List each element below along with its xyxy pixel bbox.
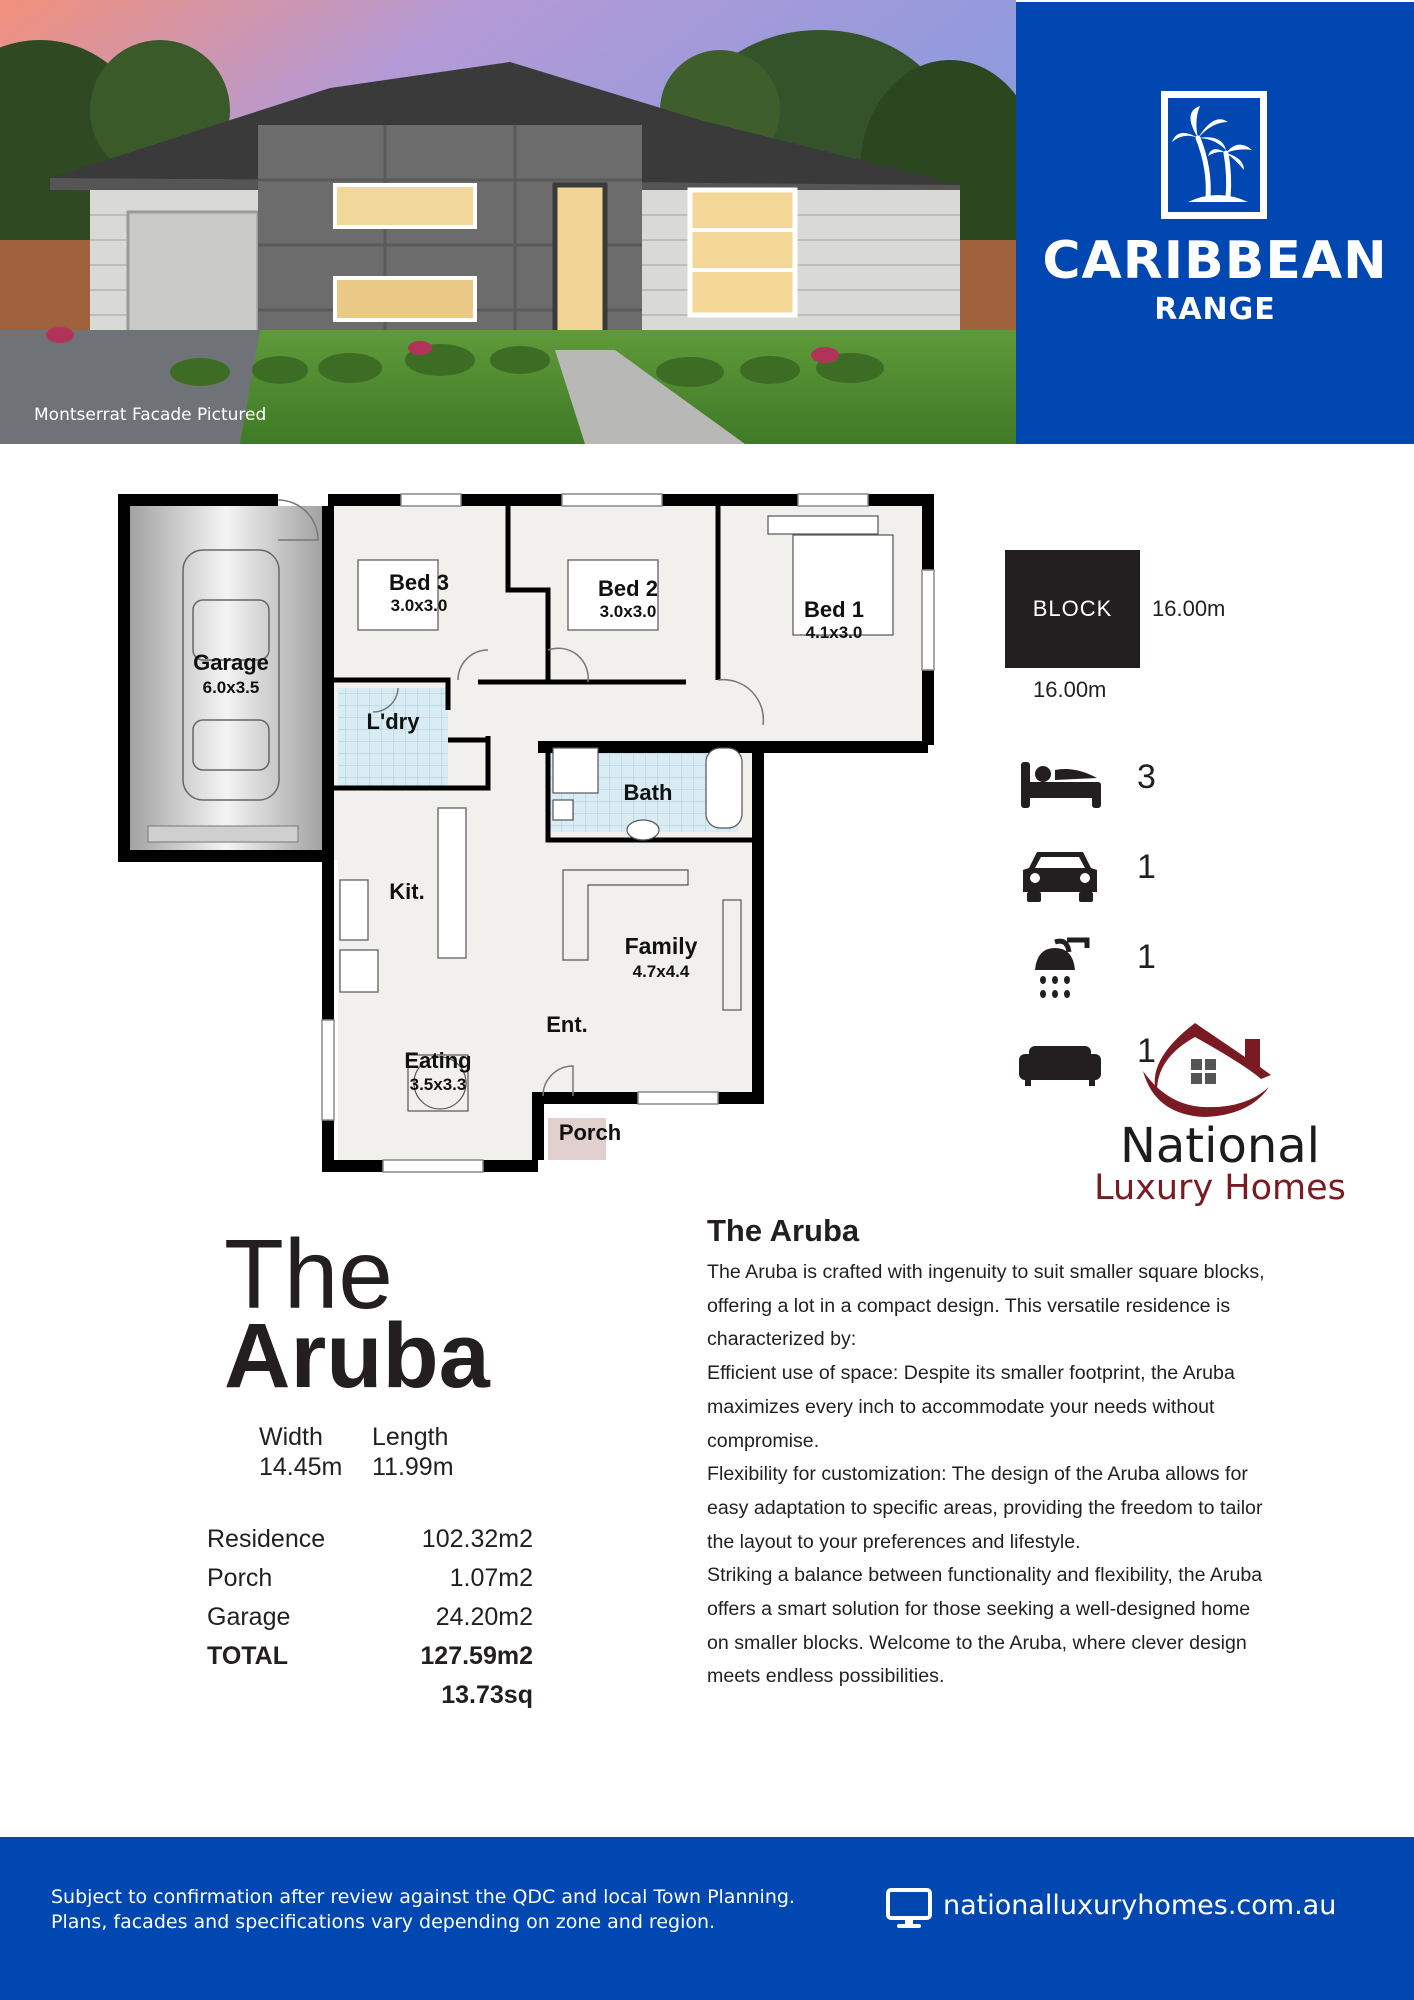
- monitor-icon: [885, 1887, 933, 1929]
- description-paragraph: The Aruba is crafted with ingenuity to suit smaller square blocks, offering a lot in a compact design. This versatile residence is characterized by:: [707, 1261, 1265, 1351]
- website-link[interactable]: nationalluxuryhomes.com.au: [943, 1890, 1337, 1921]
- facade-image: [0, 0, 1016, 444]
- area-label: TOTAL: [207, 1642, 289, 1670]
- room-size-eating: 3.5x3.3: [409, 1075, 467, 1094]
- area-row-residence: [207, 1525, 533, 1554]
- car-icon: [1015, 838, 1105, 908]
- room-label-bath: Bath: [623, 780, 673, 805]
- block-depth: 16.00m: [1152, 596, 1226, 621]
- area-value: 13.73sq: [441, 1681, 533, 1709]
- area-label: Garage: [207, 1603, 291, 1631]
- room-label-bed2: Bed 2: [598, 576, 658, 601]
- room-label-porch: Porch: [558, 1120, 622, 1145]
- room-size-family: 4.7x4.4: [632, 962, 690, 981]
- room-label-laundry: L'dry: [366, 709, 420, 734]
- room-label-family: Family: [624, 933, 698, 959]
- facade-caption: Montserrat Facade Pictured: [34, 405, 267, 425]
- room-size-bed1: 4.1x3.0: [805, 623, 863, 642]
- area-row-porch: [207, 1564, 533, 1593]
- room-label-garage: Garage: [193, 650, 269, 675]
- description-body: [707, 1256, 1267, 1694]
- room-label-bed1: Bed 1: [804, 597, 864, 622]
- disclaimer: [51, 1885, 795, 1935]
- area-value: 24.20m2: [435, 1603, 533, 1631]
- home-title-the: The: [224, 1219, 393, 1329]
- company-name-line2: Luxury Homes: [1094, 1168, 1346, 1208]
- palm-trees-icon: [1161, 91, 1267, 219]
- room-label-entry: Ent.: [546, 1012, 588, 1037]
- block-width: 16.00m: [1033, 677, 1107, 702]
- bathrooms-count: 1: [1137, 938, 1156, 976]
- floor-plan: [118, 490, 948, 1185]
- footer: [0, 1837, 1414, 2000]
- area-row-squares: [207, 1681, 533, 1710]
- company-name-line1: National: [1119, 1118, 1320, 1174]
- area-value: 102.32m2: [421, 1525, 533, 1553]
- area-value: 127.59m2: [420, 1642, 533, 1670]
- area-label: Residence: [207, 1525, 326, 1553]
- room-label-kitchen: Kit.: [389, 879, 425, 904]
- description-title: The Aruba: [707, 1213, 860, 1248]
- range-brand-panel: [1016, 2, 1414, 444]
- area-label: Porch: [207, 1564, 273, 1592]
- description-paragraph: Striking a balance between functionality and flexibility, the Aruba offers a smart solution for those seeking a well-designed home on smaller blocks. Welcome to the Aruba, where clever design meets endless possibilities.: [707, 1564, 1263, 1688]
- width-value: 14.45m: [259, 1453, 343, 1481]
- length-value: 11.99m: [372, 1453, 454, 1481]
- room-size-garage: 6.0x3.5: [202, 678, 260, 697]
- range-title: CARIBBEAN: [1042, 231, 1388, 291]
- range-subtitle: RANGE: [1154, 292, 1276, 327]
- bed-icon: [1015, 748, 1105, 818]
- area-row-total: [207, 1642, 533, 1671]
- room-size-bed3: 3.0x3.0: [390, 596, 448, 615]
- living-count: 1: [1137, 1032, 1156, 1070]
- description-paragraph: Efficient use of space: Despite its smaller footprint, the Aruba maximizes every inch to accommodate your needs without compromise.: [707, 1362, 1235, 1452]
- length-label: Length: [372, 1423, 449, 1451]
- bedrooms-count: 3: [1137, 758, 1156, 796]
- width-label: Width: [259, 1423, 323, 1451]
- area-value: 1.07m2: [449, 1564, 533, 1592]
- shower-icon: [1015, 928, 1105, 998]
- disclaimer-line1: Subject to confirmation after review against the QDC and local Town Planning.: [51, 1886, 795, 1908]
- room-label-eating: Eating: [404, 1048, 472, 1073]
- home-title-name: Aruba: [224, 1305, 490, 1407]
- disclaimer-line2: Plans, facades and specifications vary depending on zone and region.: [51, 1911, 716, 1933]
- area-row-garage: [207, 1603, 533, 1632]
- room-size-bed2: 3.0x3.0: [599, 602, 657, 621]
- description-paragraph: Flexibility for customization: The design of the Aruba allows for easy adaptation to specific areas, providing the freedom to tailor the layout to your preferences and lifestyle.: [707, 1463, 1263, 1553]
- block-size-square: BLOCK: [1005, 550, 1140, 668]
- room-label-bed3: Bed 3: [389, 570, 449, 595]
- garages-count: 1: [1137, 848, 1156, 886]
